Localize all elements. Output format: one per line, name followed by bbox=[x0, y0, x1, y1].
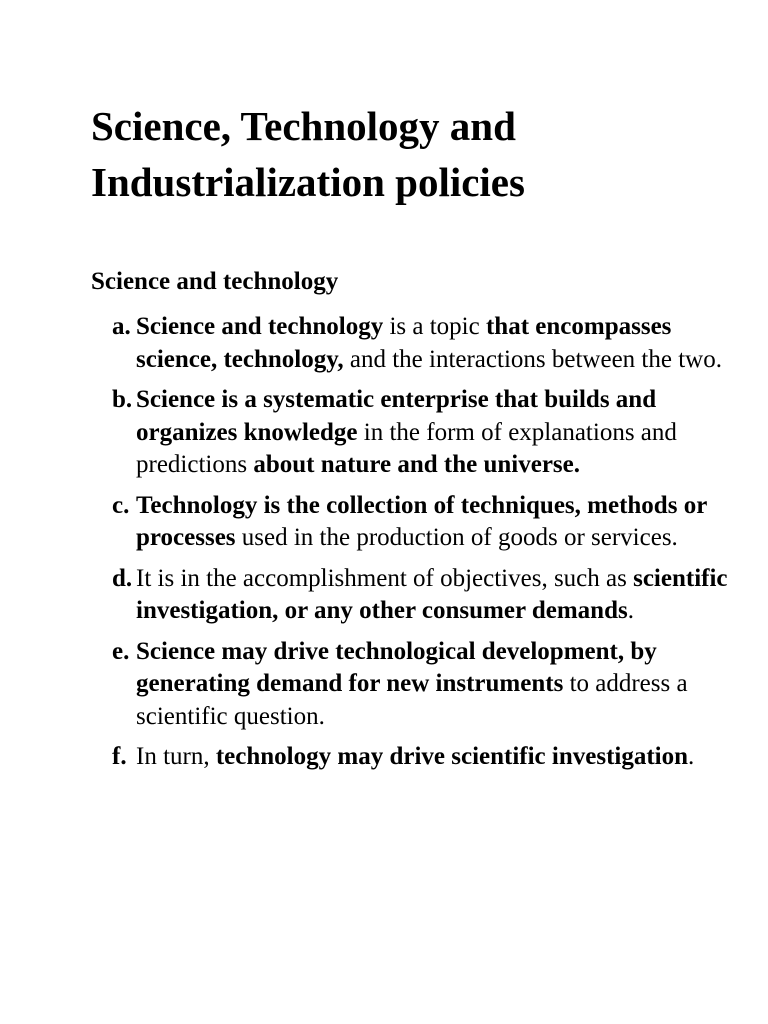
regular-text: in the form of explanations and predictions bbox=[136, 418, 677, 478]
list-item bbox=[0, 741, 756, 774]
list-item-text bbox=[136, 386, 677, 478]
list-marker: f. bbox=[112, 743, 127, 770]
bold-text: Science is a systematic enterprise that builds and organizes knowledge bbox=[136, 386, 657, 446]
regular-text: used in the production of goods or services. bbox=[235, 524, 678, 551]
title-line: Industrialization policies bbox=[91, 159, 525, 205]
list-item-text bbox=[136, 565, 728, 625]
bullet-list bbox=[0, 311, 768, 782]
list-marker: e. bbox=[112, 637, 130, 665]
list-item-text bbox=[136, 638, 688, 730]
list-item bbox=[0, 311, 756, 376]
bold-text: that encompasses science, technology, bbox=[136, 313, 672, 373]
regular-text: is a topic bbox=[383, 313, 486, 340]
regular-text: It is in the accomplishment of objectives, such as bbox=[136, 564, 634, 592]
list-marker: d. bbox=[112, 564, 133, 592]
regular-text: and the interactions between the two. bbox=[343, 345, 722, 373]
section-heading: Science and technology bbox=[91, 268, 339, 295]
regular-text: to address a scientific question. bbox=[136, 670, 688, 730]
list-item bbox=[0, 636, 756, 734]
list-item-text bbox=[136, 492, 707, 552]
bold-text: Science and technology bbox=[136, 313, 384, 340]
bold-text: technology may drive scientific investigation bbox=[215, 743, 689, 770]
regular-text: . bbox=[688, 743, 695, 770]
list-marker: b. bbox=[112, 386, 133, 413]
list-item bbox=[0, 563, 756, 628]
title-line: Science, Technology and bbox=[91, 103, 516, 149]
list-marker: c. bbox=[112, 491, 130, 519]
list-marker: a. bbox=[112, 313, 131, 340]
list-item-text bbox=[136, 313, 722, 373]
bold-text: Science may drive technological development, by generating demand for new instruments bbox=[136, 637, 657, 697]
bold-text: about nature and the universe. bbox=[253, 451, 581, 478]
regular-text: In turn, bbox=[136, 743, 216, 770]
regular-text: . bbox=[627, 597, 634, 624]
list-item bbox=[0, 490, 756, 555]
bold-text: scientific investigation, or any other consumer demands bbox=[136, 564, 728, 624]
list-item-text bbox=[136, 743, 694, 770]
page-title bbox=[91, 98, 731, 210]
bold-text: Technology is the collection of techniques, methods or processes bbox=[136, 491, 707, 551]
list-item bbox=[0, 384, 756, 482]
